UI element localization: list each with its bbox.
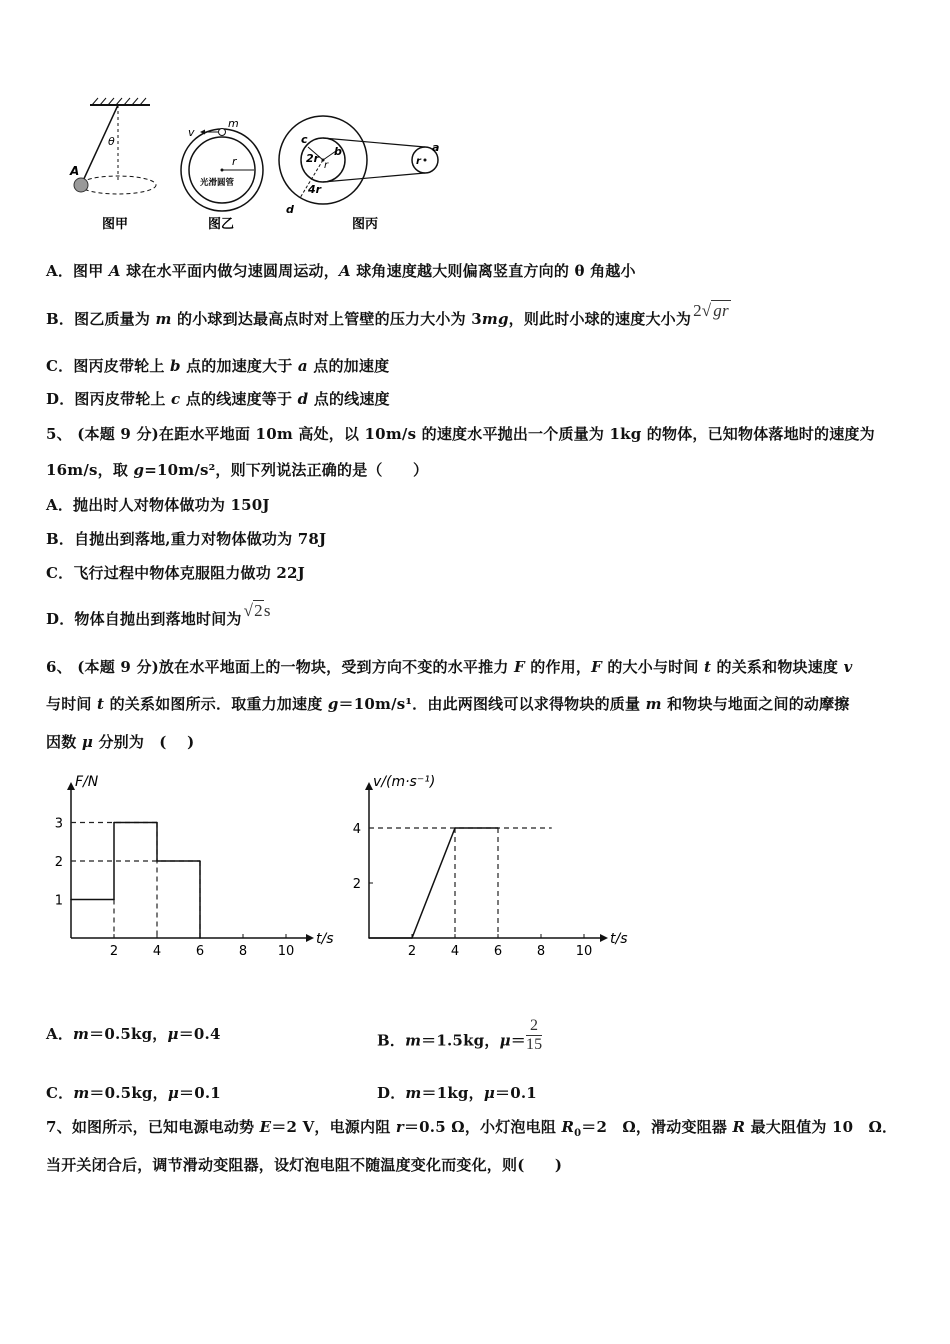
y-axis-label: F/N: [75, 774, 99, 790]
four-r-label: 4r: [308, 183, 322, 196]
v-label: v: [188, 126, 195, 139]
q5-stem-line2: 16m/s，取 g=10m/s²，则下列说法正确的是（ ）: [46, 461, 429, 479]
q4-option-c[interactable]: C．图丙皮带轮上 b 点的加速度大于 a 点的加速度: [46, 357, 390, 375]
data-point: [199, 937, 201, 939]
q6-option-a[interactable]: A．m＝0.5kg，μ＝0.4: [46, 1025, 221, 1043]
data-point: [368, 937, 370, 939]
x-axis-label: t/s: [316, 931, 334, 947]
data-point: [156, 860, 158, 862]
y-axis-arrow: [67, 782, 75, 790]
physics-figures: [60, 95, 460, 240]
y-axis-label: v/(m·s⁻¹): [373, 774, 436, 790]
q6-option-c[interactable]: C．m＝0.5kg，μ＝0.1: [46, 1084, 221, 1102]
q4-option-b[interactable]: B．图乙质量为 m 的小球到达最高点时对上管壁的压力大小为 3mg，则此时小球的速度大小为 2√ gr: [46, 301, 729, 328]
y-tick-label: 4: [352, 822, 361, 837]
data-point: [156, 822, 158, 824]
y-tick-label: 1: [54, 893, 63, 909]
force-time-chart: [40, 770, 340, 970]
figure-jia-label: 图甲: [102, 217, 129, 232]
fraction-2-15: $\frac{2}{15}$: [525, 1017, 543, 1053]
x-tick-label: 8: [536, 944, 546, 959]
y-axis-arrow: [365, 782, 373, 790]
x-tick-label: 8: [238, 944, 248, 959]
x-tick-label: 10: [277, 944, 295, 959]
data-point: [113, 822, 115, 824]
r-small-label: r: [324, 160, 329, 171]
ra-label: r: [416, 156, 421, 167]
m-label: m: [228, 117, 239, 130]
series-segment: [412, 828, 455, 938]
y-tick-label: 2: [54, 855, 63, 870]
point-d-label: d: [286, 203, 294, 216]
q6-stem-line2: 与时间 t 的关系如图所示．取重力加速度 g＝10m/s¹．由此两图线可以求得物块的质量 m 和物块与地面之间的动摩擦: [46, 695, 850, 713]
data-point: [411, 937, 413, 939]
x-tick-label: 10: [575, 944, 593, 959]
q4-option-a[interactable]: A．图甲 A 球在水平面内做匀速圆周运动，A 球角速度越大则偏离竖直方向的 θ 角越小: [46, 262, 636, 280]
theta-label: θ: [108, 135, 115, 148]
data-point: [199, 860, 201, 862]
figure-yi-label: 图乙: [208, 217, 235, 232]
sqrt-gr-formula: 2√ gr: [693, 301, 729, 320]
q6-option-d[interactable]: D．m＝1kg，μ＝0.1: [377, 1084, 537, 1102]
data-point: [70, 899, 72, 901]
q6-option-b[interactable]: B．m＝1.5kg，μ＝ $\frac{2}{15}$: [377, 1017, 543, 1053]
x-tick-label: 2: [109, 944, 119, 959]
y-tick-label: 2: [352, 877, 361, 892]
x-tick-label: 2: [407, 944, 417, 959]
data-point: [497, 827, 499, 829]
q7-stem-line1: 7、如图所示，已知电源电动势 E＝2 V，电源内阻 r＝0.5 Ω，小灯泡电阻 $R_0=2$ Ω，滑动变阻器 R 最大阻值为 10 Ω．: [46, 1118, 898, 1139]
q6-stem-line1: 6、 (本题 9 分)放在水平地面上的一物块，受到方向不变的水平推力 F 的作用，F 的大小与时间 t 的关系和物块速度 v: [46, 658, 853, 676]
x-axis-label: t/s: [610, 931, 628, 947]
velocity-time-chart: [335, 770, 635, 970]
data-point: [113, 899, 115, 901]
x-axis-arrow: [306, 934, 314, 942]
q5-option-b[interactable]: B．自抛出到落地,重力对物体做功为 78J: [46, 530, 327, 548]
q5-option-a[interactable]: A．抛出时人对物体做功为 150J: [46, 496, 270, 514]
q5-option-c[interactable]: C．飞行过程中物体克服阻力做功 22J: [46, 564, 305, 582]
q7-stem-line2: 当开关闭合后，调节滑动变阻器，设灯泡电阻不随温度变化而变化，则( ): [46, 1156, 563, 1174]
point-c-label: c: [301, 133, 308, 146]
tube-label: 光滑圆管: [200, 178, 235, 188]
x-tick-label: 4: [152, 944, 162, 959]
point-b-label: b: [334, 145, 342, 158]
x-tick-label: 6: [195, 944, 205, 959]
two-r-label: 2r: [306, 152, 320, 165]
x-tick-label: 6: [493, 944, 503, 959]
x-tick-label: 4: [450, 944, 460, 959]
y-tick-label: 3: [54, 816, 63, 832]
q5-option-d[interactable]: D．物体自抛出到落地时间为 √2s: [46, 601, 271, 628]
q5-stem-line1: 5、 (本题 9 分)在距水平地面 10m 高处，以 10m/s 的速度水平抛出一个质量为 1kg 的物体，已知物体落地时的速度为: [46, 425, 875, 443]
figure-jia: [69, 98, 156, 232]
ball-a-label: A: [70, 164, 80, 178]
point-a-label: a: [432, 141, 440, 154]
q6-stem-line3: 因数 μ 分别为 ( ): [46, 733, 195, 751]
figure-yi: [181, 117, 263, 232]
figure-bing-label: 图丙: [352, 217, 379, 232]
sqrt2-formula: √2s: [243, 601, 271, 620]
r-label: r: [232, 155, 237, 168]
data-point: [454, 827, 456, 829]
figure-bing: [279, 116, 439, 232]
q4-option-d[interactable]: D．图丙皮带轮上 c 点的线速度等于 d 点的线速度: [46, 390, 390, 408]
x-axis-arrow: [600, 934, 608, 942]
